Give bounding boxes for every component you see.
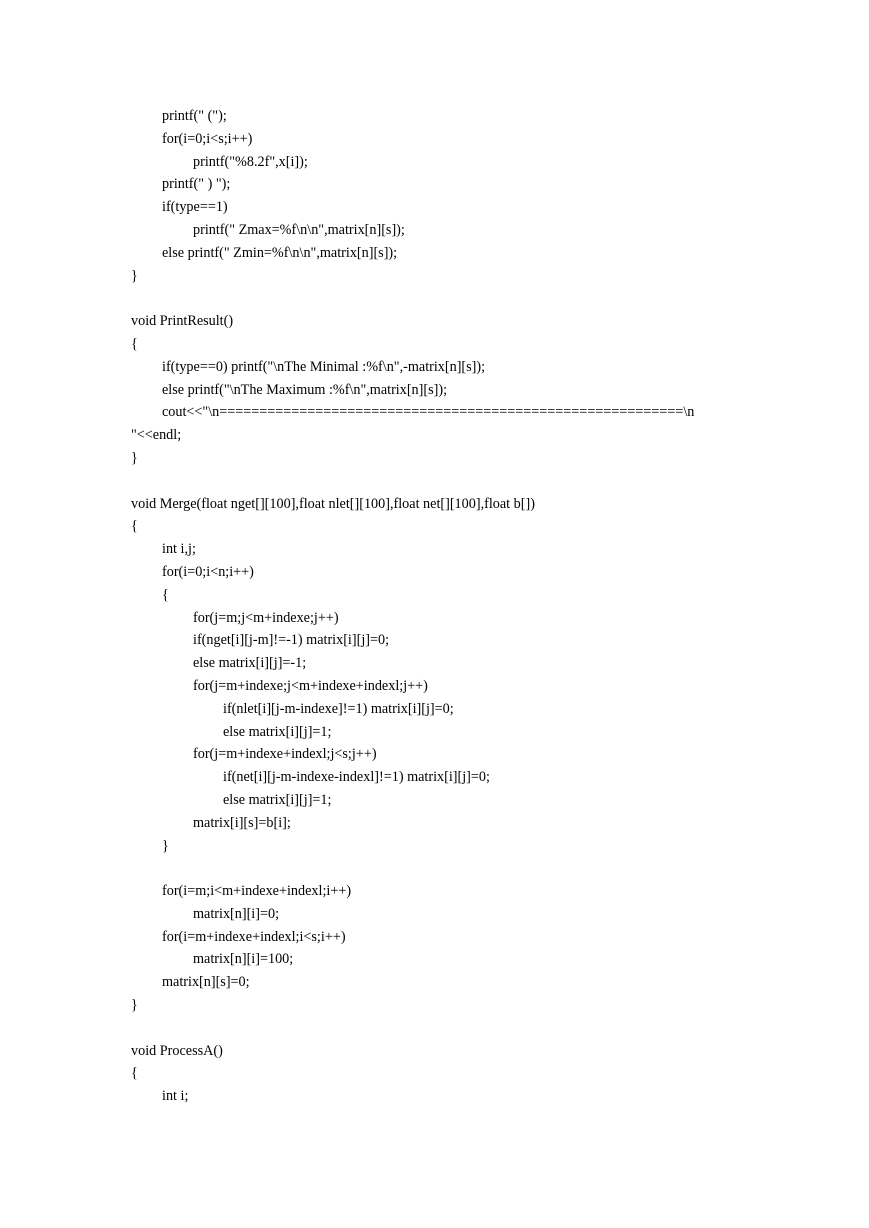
code-line: }	[131, 449, 138, 466]
code-line: }	[162, 837, 169, 854]
code-line: int i,j;	[162, 541, 196, 558]
code-line: else matrix[i][j]=-1;	[193, 655, 307, 672]
code-line: else printf(" Zmin=%f\n\n",matrix[n][s]);	[162, 244, 398, 261]
code-line: printf(" ) ");	[162, 176, 231, 193]
code-line: for(j=m+indexe;j<m+indexe+indexl;j++)	[193, 677, 428, 694]
code-line: }	[131, 997, 138, 1014]
code-line: if(nlet[i][j-m-indexe]!=1) matrix[i][j]=0;	[223, 700, 454, 717]
code-line: matrix[n][i]=0;	[193, 905, 280, 922]
code-line: else matrix[i][j]=1;	[223, 723, 332, 740]
code-line: if(type==1)	[162, 199, 228, 216]
code-line: printf(" Zmax=%f\n\n",matrix[n][s]);	[193, 221, 405, 238]
blank-line	[131, 857, 831, 880]
blank-line	[131, 470, 831, 493]
code-line: else matrix[i][j]=1;	[223, 791, 332, 808]
code-line: for(i=m+indexe+indexl;i<s;i++)	[162, 928, 346, 945]
code-line: if(net[i][j-m-indexe-indexl]!=1) matrix[i][j]=0;	[223, 769, 490, 786]
code-line: void PrintResult()	[131, 313, 234, 330]
code-line: for(i=0;i<n;i++)	[162, 563, 254, 580]
code-line: void Merge(float nget[][100],float nlet[][100],float net[][100],float b[])	[131, 495, 535, 512]
code-line: printf("%8.2f",x[i]);	[193, 153, 308, 170]
code-line: for(i=m;i<m+indexe+indexl;i++)	[162, 883, 352, 900]
code-line: "<<endl;	[131, 427, 182, 444]
code-line: {	[131, 1065, 138, 1082]
code-line: {	[162, 586, 169, 603]
blank-line	[131, 1017, 831, 1040]
code-line: if(type==0) printf("\nThe Minimal :%f\n",-matrix[n][s]);	[162, 358, 486, 375]
code-line: else printf("\nThe Maximum :%f\n",matrix[n][s]);	[162, 381, 448, 398]
code-line: for(j=m+indexe+indexl;j<s;j++)	[193, 746, 377, 763]
code-line: matrix[n][i]=100;	[193, 951, 294, 968]
code-line: cout<<"\n==========================================================\n	[162, 404, 695, 421]
blank-line	[131, 287, 831, 310]
code-line: printf(" (");	[162, 108, 227, 124]
code-line: for(i=0;i<s;i++)	[162, 130, 253, 147]
code-listing	[131, 105, 831, 1108]
code-line: int i;	[162, 1088, 189, 1105]
code-line: {	[131, 518, 138, 535]
code-line: for(j=m;j<m+indexe;j++)	[193, 609, 339, 626]
code-line: }	[131, 267, 138, 284]
code-line: matrix[i][s]=b[i];	[193, 814, 291, 831]
code-line: if(nget[i][j-m]!=-1) matrix[i][j]=0;	[193, 632, 390, 649]
code-line: matrix[n][s]=0;	[162, 974, 250, 991]
code-line: void ProcessA()	[131, 1042, 223, 1059]
code-line: {	[131, 335, 138, 352]
